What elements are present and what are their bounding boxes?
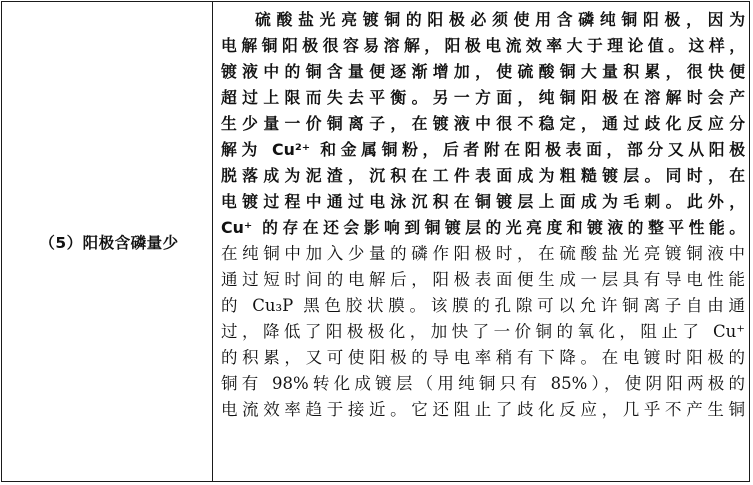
- paragraph-line: 在纯铜中加入少量的磷作阳极时，在硫酸盐光亮镀铜液中: [221, 244, 745, 263]
- paragraph-line: 脱落成为泥渣，沉积在工件表面成为粗糙镀层。同时，在: [221, 166, 745, 185]
- paragraph-line: 电镀过程中通过电泳沉积在铜镀层上面成为毛刺。此外，: [221, 192, 745, 211]
- paragraph-line: 电流效率趋于接近。它还阻止了歧化反应，几乎不产生铜: [221, 400, 745, 419]
- paragraph-line: 过，降低了阳极极化，加快了一价铜的氧化，阻止了 Cu⁺: [221, 322, 745, 341]
- paragraph-line: Cu⁺ 的存在还会影响到铜镀层的光亮度和镀液的整平性能。: [221, 218, 745, 237]
- paragraph-line: 铜有 98%转化成镀层（用纯铜只有 85%），使阴阳两极的: [221, 374, 745, 393]
- paragraph-line: 生少量一价铜离子，在镀液中很不稳定，通过歧化反应分: [221, 114, 745, 133]
- content-table: [1, 1, 750, 482]
- item-label-cell: [2, 2, 213, 481]
- paragraph-line: 超过上限而失去平衡。另一方面，纯铜阳极在溶解时会产: [221, 88, 745, 107]
- paragraph-line: 镀液中的铜含量便逐渐增加，使硫酸铜大量积累，很快便: [221, 62, 745, 81]
- paragraph-line: 电解铜阳极很容易溶解，阳极电流效率大于理论值。这样，: [221, 36, 745, 55]
- paragraph-line: 硫酸盐光亮镀铜的阳极必须使用含磷纯铜阳极，因为: [255, 10, 745, 29]
- paragraph-line: 的积累，又可使阳极的导电率稍有下降。在电镀时阳极的: [221, 348, 745, 367]
- description-cell: [213, 2, 749, 481]
- paragraph-line: 解为 Cu²⁺ 和金属铜粉，后者附在阳极表面，部分又从阳极: [221, 140, 745, 159]
- paragraph-line: 的 Cu₃P 黑色胶状膜。该膜的孔隙可以允许铜离子自由通: [221, 296, 745, 315]
- paragraph-line: 通过短时间的电解后，阳极表面便生成一层具有导电性能: [221, 270, 745, 289]
- item-label: （5）阳极含磷量少: [39, 233, 179, 252]
